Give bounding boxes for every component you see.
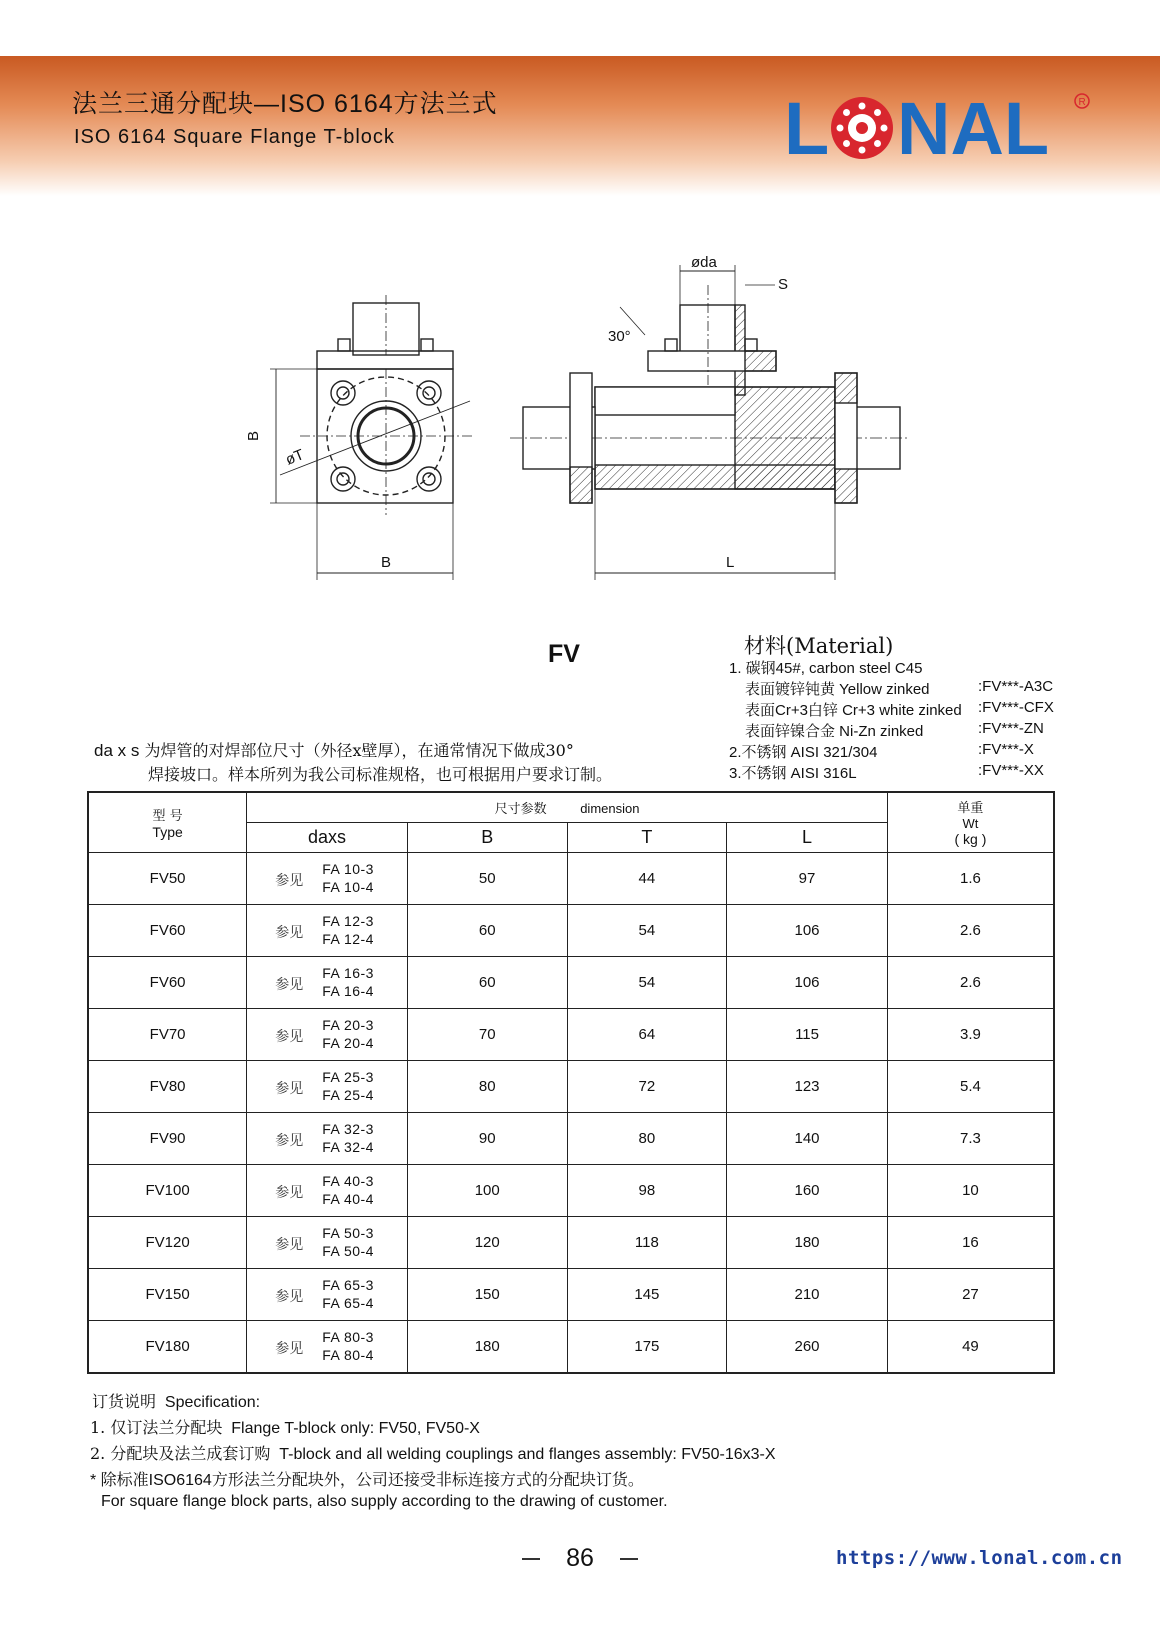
cell-t: 54 — [567, 904, 727, 956]
cell-t: 44 — [567, 852, 727, 904]
cell-l: 160 — [727, 1164, 888, 1216]
note-line-1 — [94, 738, 574, 761]
cell-weight: 16 — [887, 1216, 1054, 1268]
table-body — [88, 852, 1054, 1373]
page-number: 86 — [0, 1544, 1160, 1573]
cell-daxs — [247, 1164, 408, 1216]
cell-t: 64 — [567, 1008, 727, 1060]
note-prefix: da x s — [94, 741, 140, 760]
fa-ref-1: FA 40-3 — [322, 1172, 374, 1189]
side-section-view — [510, 265, 910, 580]
cell-daxs — [247, 904, 408, 956]
table-row — [88, 904, 1054, 956]
technical-drawing — [240, 255, 940, 585]
fa-ref-1: FA 80-3 — [322, 1328, 374, 1345]
cell-daxs — [247, 1268, 408, 1320]
cell-type: FV60 — [88, 956, 247, 1008]
dim-label-b-side: B — [245, 430, 262, 441]
cell-t: 72 — [567, 1060, 727, 1112]
fa-ref-2: FA 12-4 — [322, 930, 374, 947]
cell-daxs — [247, 1320, 408, 1373]
logo-letters-nal: NAL — [897, 92, 1050, 164]
ref-label: 参见 — [275, 1236, 304, 1253]
material-line-4: 表面锌镍合金 Ni-Zn zinked — [745, 723, 924, 740]
model-label: FV — [548, 640, 580, 668]
spec-line-3: * 除标准ISO6164方形法兰分配块外，公司还接受非标连接方式的分配块订货。 — [90, 1472, 644, 1489]
note-text-1: 为焊管的对焊部位尺寸（外径x壁厚），在通常情况下做成30° — [139, 741, 574, 760]
cell-l: 115 — [727, 1008, 888, 1060]
table-row — [88, 1060, 1054, 1112]
cell-type: FV150 — [88, 1268, 247, 1320]
fa-ref-1: FA 20-3 — [322, 1016, 374, 1033]
table-row — [88, 1268, 1054, 1320]
ref-label: 参见 — [275, 1340, 304, 1357]
cell-type: FV60 — [88, 904, 247, 956]
cell-b: 180 — [407, 1320, 567, 1373]
cell-type: FV50 — [88, 852, 247, 904]
cell-t: 145 — [567, 1268, 727, 1320]
material-code-5: :FV***-X — [978, 741, 1034, 758]
material-line-5: 2.不锈钢 AISI 321/304 — [729, 744, 878, 761]
table-row — [88, 1008, 1054, 1060]
cell-b: 70 — [407, 1008, 567, 1060]
cell-l: 123 — [727, 1060, 888, 1112]
material-code-4: :FV***-ZN — [978, 720, 1044, 737]
cell-type: FV70 — [88, 1008, 247, 1060]
fa-ref-2: FA 20-4 — [322, 1034, 374, 1051]
dim-label-s: S — [778, 276, 789, 293]
cell-daxs — [247, 1060, 408, 1112]
material-line-3: 表面Cr+3白锌 Cr+3 white zinked — [745, 702, 962, 719]
cell-b: 150 — [407, 1268, 567, 1320]
cell-type: FV100 — [88, 1164, 247, 1216]
dim-label-30deg: 30° — [608, 328, 631, 345]
table-row — [88, 1320, 1054, 1373]
cell-t: 175 — [567, 1320, 727, 1373]
cell-weight: 3.9 — [887, 1008, 1054, 1060]
cell-t: 80 — [567, 1112, 727, 1164]
ref-label: 参见 — [275, 1132, 304, 1149]
material-line-2: 表面镀锌钝黄 Yellow zinked — [745, 681, 930, 698]
cell-weight: 7.3 — [887, 1112, 1054, 1164]
cell-weight: 27 — [887, 1268, 1054, 1320]
fa-ref-2: FA 50-4 — [322, 1242, 374, 1259]
cell-l: 97 — [727, 852, 888, 904]
fa-ref-2: FA 16-4 — [322, 982, 374, 999]
website-url: https://www.lonal.com.cn — [836, 1547, 1123, 1569]
cell-type: FV90 — [88, 1112, 247, 1164]
ref-label: 参见 — [275, 872, 304, 889]
fa-ref-1: FA 50-3 — [322, 1224, 374, 1241]
lonal-logo — [784, 92, 1094, 164]
cell-l: 180 — [727, 1216, 888, 1268]
cell-t: 118 — [567, 1216, 727, 1268]
svg-text:R: R — [1078, 97, 1086, 108]
ref-label: 参见 — [275, 924, 304, 941]
header-daxs: daxs — [247, 822, 408, 852]
material-code-3: :FV***-CFX — [978, 699, 1054, 716]
header-b: B — [407, 822, 567, 852]
cell-b: 80 — [407, 1060, 567, 1112]
fa-ref-1: FA 25-3 — [322, 1068, 374, 1085]
table-row — [88, 1216, 1054, 1268]
fa-ref-2: FA 10-4 — [322, 878, 374, 895]
cell-b: 60 — [407, 904, 567, 956]
dim-label-b-bottom: B — [381, 554, 392, 571]
ref-label: 参见 — [275, 1288, 304, 1305]
cell-weight: 2.6 — [887, 956, 1054, 1008]
header-t: T — [567, 822, 727, 852]
cell-l: 106 — [727, 904, 888, 956]
cell-t: 54 — [567, 956, 727, 1008]
cell-weight: 5.4 — [887, 1060, 1054, 1112]
table-row — [88, 1112, 1054, 1164]
material-code-6: :FV***-XX — [978, 762, 1044, 779]
cell-daxs — [247, 852, 408, 904]
cell-l: 260 — [727, 1320, 888, 1373]
header-weight: 单重 Wt ( kg ) — [887, 792, 1054, 852]
fa-ref-1: FA 32-3 — [322, 1120, 374, 1137]
fa-ref-2: FA 65-4 — [322, 1294, 374, 1311]
page-title-en: ISO 6164 Square Flange T-block — [74, 126, 395, 148]
front-view — [270, 295, 472, 580]
header-type: 型 号 Type — [88, 792, 247, 852]
fa-ref-2: FA 32-4 — [322, 1138, 374, 1155]
cell-type: FV80 — [88, 1060, 247, 1112]
cell-daxs — [247, 956, 408, 1008]
cell-daxs — [247, 1216, 408, 1268]
spec-line-4: For square flange block parts, also supply according to the drawing of customer. — [101, 1493, 668, 1510]
cell-weight: 49 — [887, 1320, 1054, 1373]
dim-label-l: L — [726, 554, 735, 571]
table-row — [88, 1164, 1054, 1216]
spec-line-1: 1. 仅订法兰分配块 Flange T-block only: FV50, FV50-X — [90, 1418, 480, 1437]
material-line-6: 3.不锈钢 AISI 316L — [729, 765, 857, 782]
material-line-1: 1. 碳钢45#, carbon steel C45 — [729, 660, 923, 677]
table-header-row-1 — [88, 792, 1054, 822]
fa-ref-2: FA 25-4 — [322, 1086, 374, 1103]
cell-weight: 1.6 — [887, 852, 1054, 904]
ref-label: 参见 — [275, 1184, 304, 1201]
ref-label: 参见 — [275, 1080, 304, 1097]
cell-l: 210 — [727, 1268, 888, 1320]
cell-weight: 10 — [887, 1164, 1054, 1216]
cell-type: FV120 — [88, 1216, 247, 1268]
table-row — [88, 852, 1054, 904]
table-row — [88, 956, 1054, 1008]
cell-l: 140 — [727, 1112, 888, 1164]
cell-b: 90 — [407, 1112, 567, 1164]
page-title-cn: 法兰三通分配块—ISO 6164方法兰式 — [72, 90, 498, 118]
dimension-table — [87, 791, 1055, 1374]
fa-ref-1: FA 65-3 — [322, 1276, 374, 1293]
cell-daxs — [247, 1008, 408, 1060]
ref-label: 参见 — [275, 1028, 304, 1045]
cell-t: 98 — [567, 1164, 727, 1216]
material-code-2: :FV***-A3C — [978, 678, 1054, 695]
logo-flange-icon — [831, 97, 893, 159]
cell-weight: 2.6 — [887, 904, 1054, 956]
cell-b: 100 — [407, 1164, 567, 1216]
dim-label-phida: ødа — [691, 255, 717, 271]
fa-ref-1: FA 16-3 — [322, 964, 374, 981]
fa-ref-1: FA 10-3 — [322, 860, 374, 877]
fa-ref-1: FA 12-3 — [322, 912, 374, 929]
header-l: L — [727, 822, 888, 852]
cell-b: 50 — [407, 852, 567, 904]
cell-l: 106 — [727, 956, 888, 1008]
fa-ref-2: FA 40-4 — [322, 1190, 374, 1207]
cell-b: 60 — [407, 956, 567, 1008]
spec-title: 订货说明 Specification: — [92, 1392, 261, 1411]
ref-label: 参见 — [275, 976, 304, 993]
header-dimension: 尺寸参数 dimension — [247, 792, 888, 822]
cell-type: FV180 — [88, 1320, 247, 1373]
logo-letter-l: L — [784, 92, 830, 164]
spec-line-2: 2. 分配块及法兰成套订购 T-block and all welding couplings and flanges assembly: FV50-16x3-X — [90, 1444, 776, 1463]
dim-label-phit: øT — [283, 446, 307, 469]
fa-ref-2: FA 80-4 — [322, 1346, 374, 1363]
cell-daxs — [247, 1112, 408, 1164]
note-line-2: 焊接坡口。样本所列为我公司标准规格，也可根据用户要求订制。 — [148, 765, 613, 784]
cell-b: 120 — [407, 1216, 567, 1268]
material-title: 材料(Material) — [744, 634, 894, 658]
